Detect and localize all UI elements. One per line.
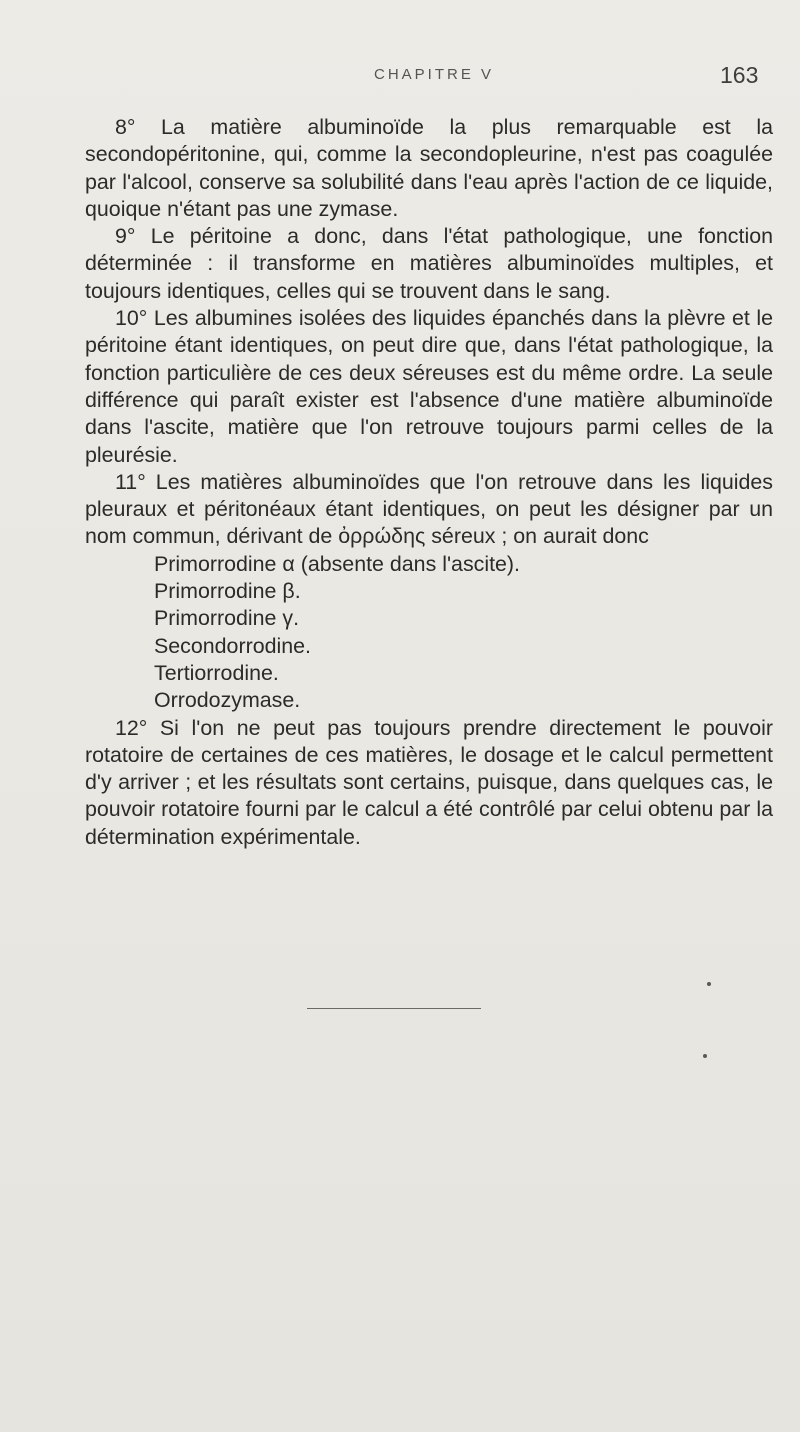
end-rule [307,1008,481,1009]
paragraph-8: 8° La matière albuminoïde la plus remarquable est la secondopéritonine, qui, comme la secondopleurine, n'est pas coagulée par l'alcool, conserve sa solubilité dans l'eau après l'action de ce liquide, quoique n'étant pas une zymase. [85,115,773,221]
ink-speck [703,1054,707,1058]
list-item: Secondorrodine. [154,633,311,658]
paragraph-12: 12° Si l'on ne peut pas toujours prendre directement le pouvoir rotatoire de certaines de ces matières, le dosage et le calcul permettent d'y arriver ; et les résultats sont certains, puisque, dans quelques cas, le pouvoir rotatoire fourni par le calcul a été contrôlé par celui obtenu par la détermination expérimentale. [85,715,773,849]
running-head: CHAPITRE V [374,66,495,83]
page-header [0,62,800,96]
list-item: Primorrodine β. [154,579,301,604]
ink-speck [707,982,711,986]
list-item: Primorrodine α (absente dans l'ascite). [154,551,520,576]
body-text [85,114,773,851]
orrodine-list [85,551,773,715]
paragraph-11: 11° Les matières albuminoïdes que l'on retrouve dans les liquides pleuraux et péritonéaux étant identiques, on peut les désigner par un nom commun, dérivant de ὀρρώδης séreux ; on aurait donc [85,469,773,549]
page-number: 163 [720,62,759,88]
paragraph-10: 10° Les albumines isolées des liquides épanchés dans la plèvre et le péritoine étant identiques, on peut dire que, dans l'état pathologique, la fonction particulière de ces deux séreuses est du même ordre. La seule différence qui paraît exister est l'absence d'une matière albuminoïde dans l'ascite, matière que l'on retrouve toujours parmi celles de la pleurésie. [85,306,773,467]
list-item: Primorrodine γ. [154,606,300,631]
paragraph-9: 9° Le péritoine a donc, dans l'état pathologique, une fonction déterminée : il transforme en matières albuminoïdes multiples, et toujours identiques, celles qui se trouvent dans le sang. [85,224,773,303]
list-item: Tertiorrodine. [154,660,279,685]
list-item: Orrodozymase. [154,688,301,713]
